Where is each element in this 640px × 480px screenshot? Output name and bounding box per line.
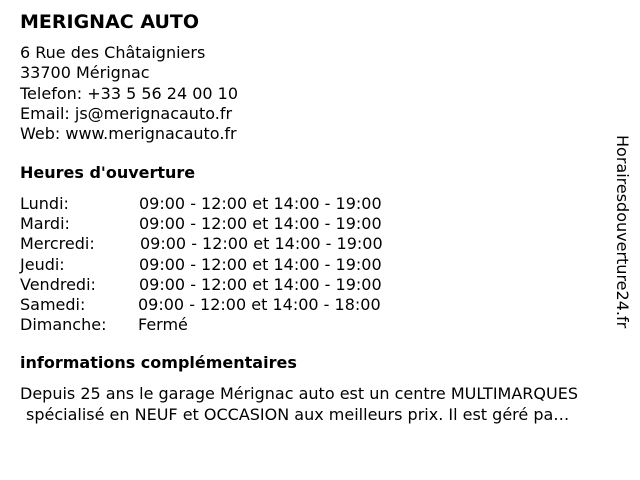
city-postal-code: 33700 Mérignac (20, 63, 150, 83)
day-label: Lundi: (20, 194, 69, 213)
day-label: Jeudi: (20, 254, 65, 274)
day-hours: Fermé (138, 315, 188, 335)
additional-info-heading: informations complémentaires (20, 353, 297, 372)
day-label: Mardi: (20, 214, 70, 234)
business-contact (20, 43, 238, 144)
day-hours: 09:00 - 12:00 et 14:00 - 19:00 (139, 214, 382, 234)
additional-info-text (20, 383, 632, 425)
day-label: Dimanche: (20, 315, 107, 335)
day-hours: 09:00 - 12:00 et 14:00 - 19:00 (139, 194, 382, 213)
day-hours: 09:00 - 12:00 et 14:00 - 19:00 (139, 274, 382, 294)
website: Web: www.merignacauto.fr (20, 124, 237, 144)
business-name: MERIGNAC AUTO (20, 11, 200, 33)
day-hours: 09:00 - 12:00 et 14:00 - 19:00 (139, 254, 382, 274)
site-watermark: Horairesdouverture24.fr (613, 135, 632, 329)
street-address: 6 Rue des Châtaigniers (20, 43, 206, 62)
info-text-line: spécialisé en NEUF et OCCASION aux meilleurs prix. Il est géré pa… (26, 405, 570, 424)
day-label: Samedi: (20, 294, 86, 314)
phone-number: Telefon: +33 5 56 24 00 10 (20, 83, 239, 103)
day-label: Vendredi: (20, 274, 96, 294)
day-hours: 09:00 - 12:00 et 14:00 - 19:00 (140, 234, 383, 254)
email-address: Email: js@merignacauto.fr (20, 103, 233, 123)
day-label: Mercredi: (20, 234, 95, 254)
opening-hours-heading: Heures d'ouverture (20, 163, 196, 182)
day-hours: 09:00 - 12:00 et 14:00 - 18:00 (138, 294, 381, 314)
info-text-line: Depuis 25 ans le garage Mérignac auto est un centre MULTIMARQUES (20, 384, 578, 403)
